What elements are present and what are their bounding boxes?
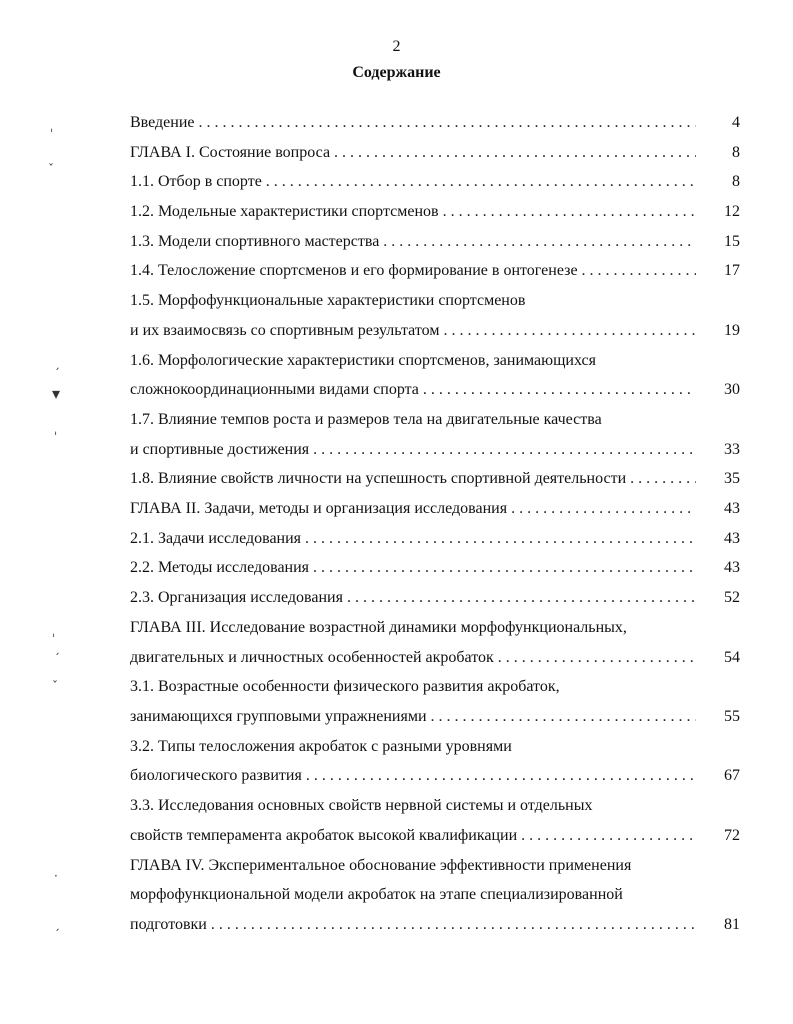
toc-entry	[130, 349, 740, 373]
toc-page-number: 43	[724, 530, 740, 547]
scan-mark: ˇ	[48, 162, 54, 176]
toc-entry-title: 1.4. Телосложение спортсменов и его формирование в онтогенезе	[130, 262, 578, 279]
toc-leader-dots	[511, 497, 696, 521]
scan-mark: ˇ	[52, 679, 58, 693]
toc-entry-title: ГЛАВА IV. Экспериментальное обоснование эффективности применения	[130, 857, 632, 874]
toc-entry-title: Введение	[130, 114, 195, 131]
toc-entry-title: 3.2. Типы телосложения акробаток с разными уровнями	[130, 738, 512, 755]
toc-entry-title: сложнокоординационными видами спорта	[130, 381, 419, 398]
toc-page-number: 54	[724, 649, 740, 666]
toc-leader-dots	[498, 646, 696, 670]
scan-mark: ·	[54, 869, 58, 883]
toc-entry	[130, 675, 740, 699]
toc-leader-dots	[630, 467, 696, 491]
toc-entry	[130, 497, 740, 521]
toc-entry-title: 2.2. Методы исследования	[130, 559, 310, 576]
toc-entry-title: ГЛАВА III. Исследование возрастной динамики морфофункциональных,	[130, 619, 627, 636]
toc-leader-dots	[334, 141, 696, 165]
toc-leader-dots	[443, 319, 696, 343]
toc-entry	[130, 556, 740, 580]
toc-entry-title: 1.1. Отбор в спорте	[130, 173, 262, 190]
toc-page-number: 30	[724, 381, 740, 398]
toc-leader-dots	[266, 170, 696, 194]
toc-leader-dots	[582, 259, 696, 283]
scan-mark: ˌ	[52, 624, 56, 638]
scan-mark: ▾	[52, 384, 61, 403]
page-number: 2	[392, 38, 401, 55]
toc-entry-title: 3.3. Исследования основных свойств нервной системы и отдельных	[130, 797, 593, 814]
scan-mark: ˏ	[54, 641, 60, 655]
toc-entry-title: и их взаимосвязь со спортивным результатом	[130, 322, 440, 339]
toc-entry-title: 1.7. Влияние темпов роста и размеров тела на двигательные качества	[130, 411, 602, 428]
toc-entry-title: 1.8. Влияние свойств личности на успешность спортивной деятельности	[130, 470, 627, 487]
toc-entry	[130, 913, 740, 937]
toc-entry	[130, 378, 740, 402]
toc-entry	[130, 646, 740, 670]
toc-leader-dots	[313, 556, 696, 580]
toc-entry	[130, 616, 740, 640]
toc-entry	[130, 764, 740, 788]
toc-leader-dots	[383, 230, 696, 254]
toc-entry-title: двигательных и личностных особенностей акробаток	[130, 649, 494, 666]
toc-entry-title: и спортивные достижения	[130, 441, 310, 458]
toc-page-number: 12	[724, 203, 740, 220]
toc-page-number: 55	[724, 708, 740, 725]
toc-entry	[130, 586, 740, 610]
toc-page-number: 35	[724, 470, 740, 487]
toc-leader-dots	[199, 111, 697, 135]
toc-entry	[130, 259, 740, 283]
toc-page-number: 72	[724, 827, 740, 844]
toc-entry-title: ГЛАВА I. Состояние вопроса	[130, 144, 331, 161]
toc-entry-title: 1.5. Морфофункциональные характеристики спортсменов	[130, 292, 526, 309]
toc-entry	[130, 883, 740, 907]
toc-leader-dots	[423, 378, 696, 402]
scan-mark: ˌ	[54, 422, 58, 436]
toc-page-number: 43	[724, 559, 740, 576]
toc-entry	[130, 170, 740, 194]
toc-entry-title: 3.1. Возрастные особенности физического развития акробаток,	[130, 678, 560, 695]
page-title: Содержание	[352, 64, 441, 81]
toc-page-number: 8	[732, 173, 740, 190]
toc-page-number: 67	[724, 767, 740, 784]
scan-mark: ˏ	[54, 917, 60, 931]
toc-entry-title: 1.6. Морфологические характеристики спортсменов, занимающихся	[130, 352, 596, 369]
toc-leader-dots	[313, 438, 696, 462]
toc-entry-title: биологического развития	[130, 767, 302, 784]
toc-leader-dots	[211, 913, 696, 937]
toc-page-number: 43	[724, 500, 740, 517]
toc-page-number: 81	[724, 916, 740, 933]
toc-leader-dots	[521, 824, 696, 848]
toc-entry	[130, 438, 740, 462]
toc-entry-title: морфофункциональной модели акробаток на этапе специализированной	[130, 886, 623, 903]
toc-leader-dots	[305, 527, 696, 551]
toc-entry-title: занимающихся групповыми упражнениями	[130, 708, 427, 725]
toc-entry	[130, 854, 740, 878]
toc-entry-title: ГЛАВА II. Задачи, методы и организация исследования	[130, 500, 508, 517]
toc-entry	[130, 111, 740, 135]
toc-entry	[130, 200, 740, 224]
toc-page-number: 17	[724, 262, 740, 279]
toc-page-number: 15	[724, 233, 740, 250]
toc-entry-title: 1.3. Модели спортивного мастерства	[130, 233, 380, 250]
scan-mark: ˌ	[50, 119, 54, 133]
toc-entry-title: подготовки	[130, 916, 207, 933]
toc-entry	[130, 705, 740, 729]
toc-leader-dots	[347, 586, 696, 610]
toc-entry-title: свойств темперамента акробаток высокой квалификации	[130, 827, 518, 844]
toc-entry	[130, 408, 740, 432]
toc-page-number: 19	[724, 322, 740, 339]
scan-mark: ˏ	[54, 356, 60, 370]
toc-entry	[130, 289, 740, 313]
toc-entry	[130, 824, 740, 848]
toc-leader-dots	[306, 764, 696, 788]
toc-entry-title: 1.2. Модельные характеристики спортсменов	[130, 203, 439, 220]
toc-leader-dots	[443, 200, 696, 224]
toc-page-number: 8	[732, 144, 740, 161]
toc-entry	[130, 141, 740, 165]
toc-entry	[130, 735, 740, 759]
toc-leader-dots	[431, 705, 696, 729]
toc-page-number: 33	[724, 441, 740, 458]
toc-entry-title: 2.3. Организация исследования	[130, 589, 343, 606]
toc-entry	[130, 230, 740, 254]
toc-entry	[130, 319, 740, 343]
toc-page-number: 4	[732, 114, 740, 131]
toc-entry	[130, 794, 740, 818]
toc-page-number: 52	[724, 589, 740, 606]
toc-entry	[130, 467, 740, 491]
toc-entry-title: 2.1. Задачи исследования	[130, 530, 302, 547]
toc-entry	[130, 527, 740, 551]
